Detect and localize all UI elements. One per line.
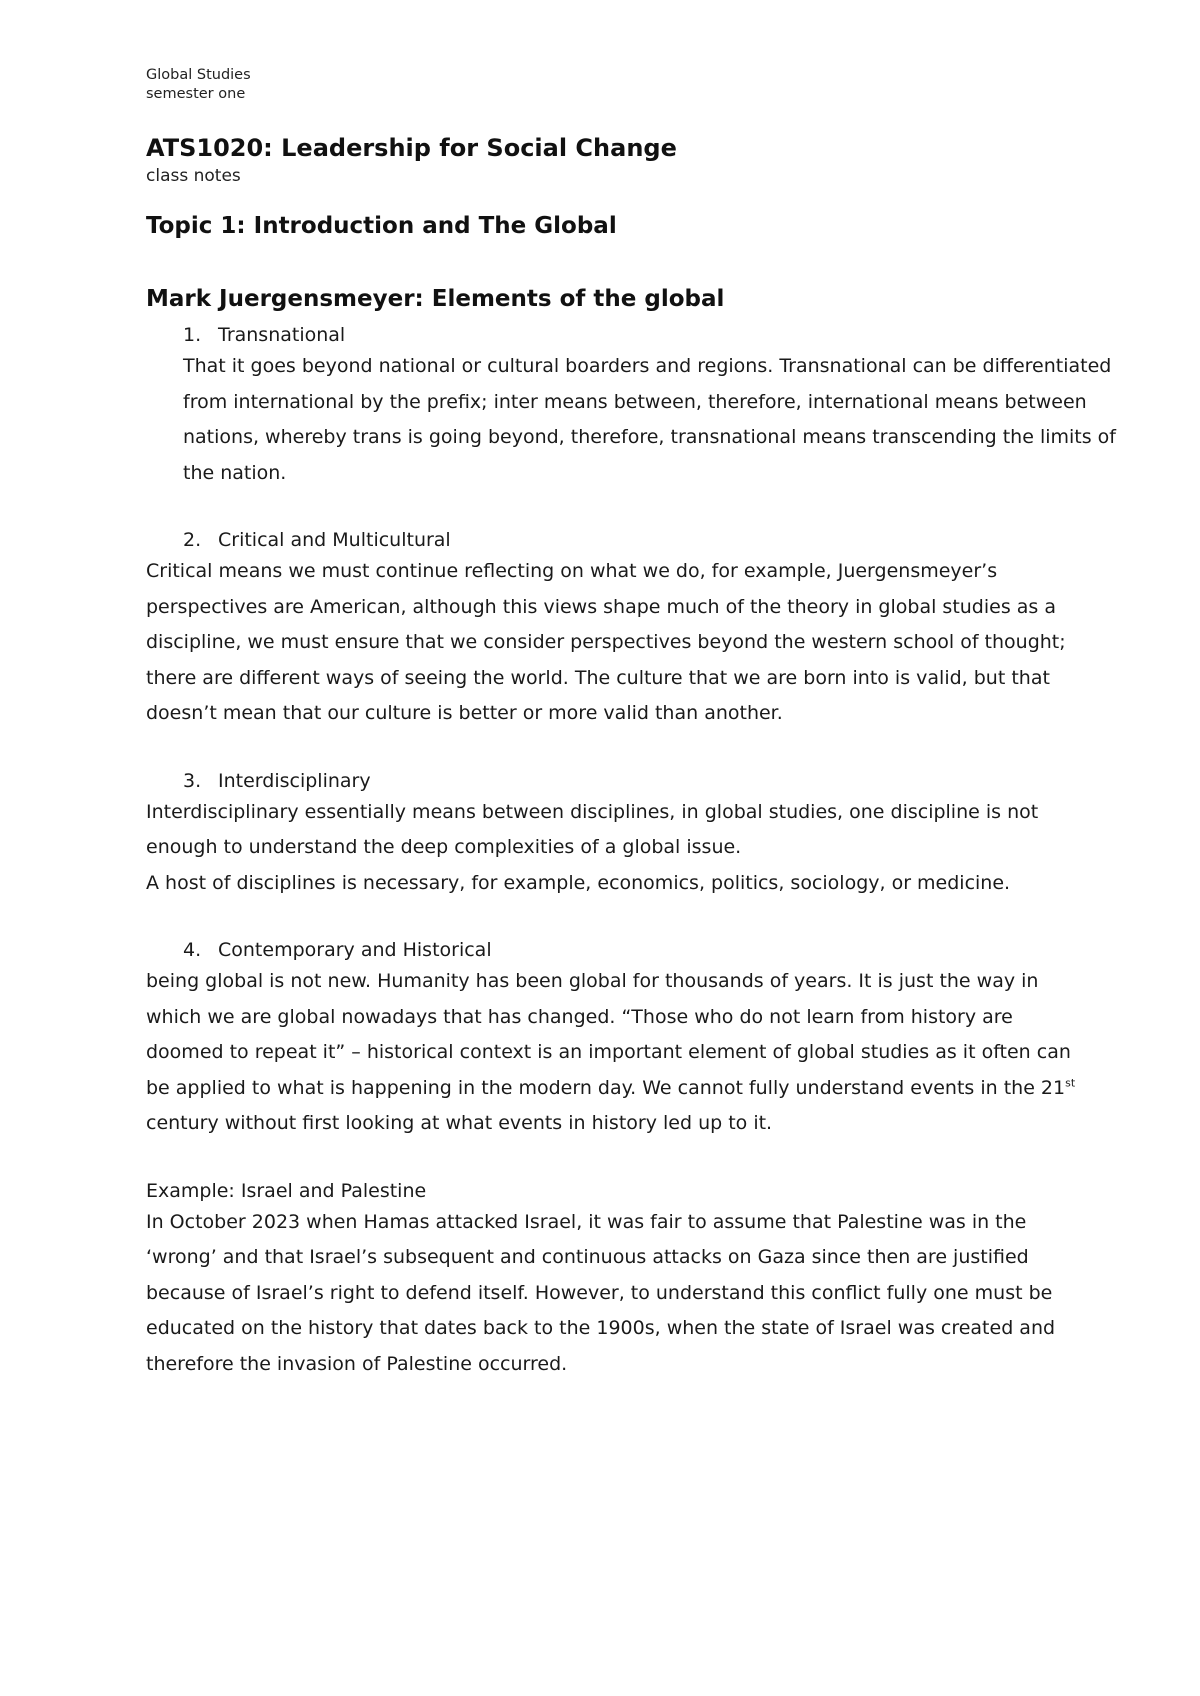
header-subject: Global Studies [146,67,251,83]
list-item-heading [146,321,1086,349]
list-item [146,321,1116,491]
list-item-heading [146,936,1086,964]
list-item-heading [146,526,1086,554]
list-item-label: Contemporary and Historical [218,939,492,961]
list-item-label: Critical and Multicultural [218,529,451,551]
header-semester: semester one [146,86,246,102]
ordinal-suffix: st [1065,1076,1076,1090]
course-subtitle: class notes [146,166,241,186]
list-item-number: 3. [183,769,202,792]
list-item-number: 1. [183,324,202,346]
document-page [146,66,1116,1382]
list-item-paragraph: That it goes beyond national or cultural boarders and regions. Transnational can be differentiated from international by the prefix; inter means between, therefore, international means between nations, whereby trans is going beyond, therefore, transnational means transcending the limits of the nation. [183,355,1116,484]
list-item-label: Transnational [218,324,346,346]
list-item [146,526,1086,732]
list-item-heading [146,767,1086,795]
list-item-number: 4. [183,939,202,961]
list-item [146,936,1086,1142]
list-item-paragraph: Interdisciplinary essentially means between disciplines, in global studies, one discipline is not enough to understand the deep complexities of a global issue. [146,800,1039,858]
example-title: Example: Israel and Palestine [146,1179,427,1202]
list-item-paragraph: Critical means we must continue reflecting on what we do, for example, Juergensmeyer’s perspectives are American, although this views shape much of the theory in global studies as a discipline, we must ensure that we consider perspectives beyond the western school of thought; there are different ways of seeing the world. The culture that we are born into is valid, but that doesn’t mean that our culture is better or more valid than another. [146,560,1066,724]
list-item-label: Interdisciplinary [218,769,371,792]
section-title: Mark Juergensmeyer: Elements of the global [146,286,725,312]
paragraph-text: being global is not new. Humanity has been global for thousands of years. It is just the way in which we are global nowadays that has changed. “Those who do not learn from history are doomed to repeat it” – historical context is an important element of global studies as it often can be applied to what is happening in the modern day. We cannot fully understand events in the 21 [146,970,1071,1099]
list-item [146,767,1086,902]
list-item-paragraph: A host of disciplines is necessary, for example, economics, politics, sociology, or medicine. [146,871,1011,894]
example-paragraph: In October 2023 when Hamas attacked Israel, it was fair to assume that Palestine was in the ‘wrong’ and that Israel’s subsequent and continuous attacks on Gaza since then are justified because of Israel’s right to defend itself. However, to understand this conflict fully one must be educated on the history that dates back to the 1900s, when the state of Israel was created and therefore the invasion of Palestine occurred. [146,1210,1056,1375]
list-item-number: 2. [183,529,202,551]
paragraph-text: century without first looking at what events in history led up to it. [146,1112,773,1134]
example-block [146,1177,1086,1383]
list-item-paragraph [146,964,1086,1142]
course-title: ATS1020: Leadership for Social Change [146,134,677,162]
topic-title: Topic 1: Introduction and The Global [146,213,617,239]
